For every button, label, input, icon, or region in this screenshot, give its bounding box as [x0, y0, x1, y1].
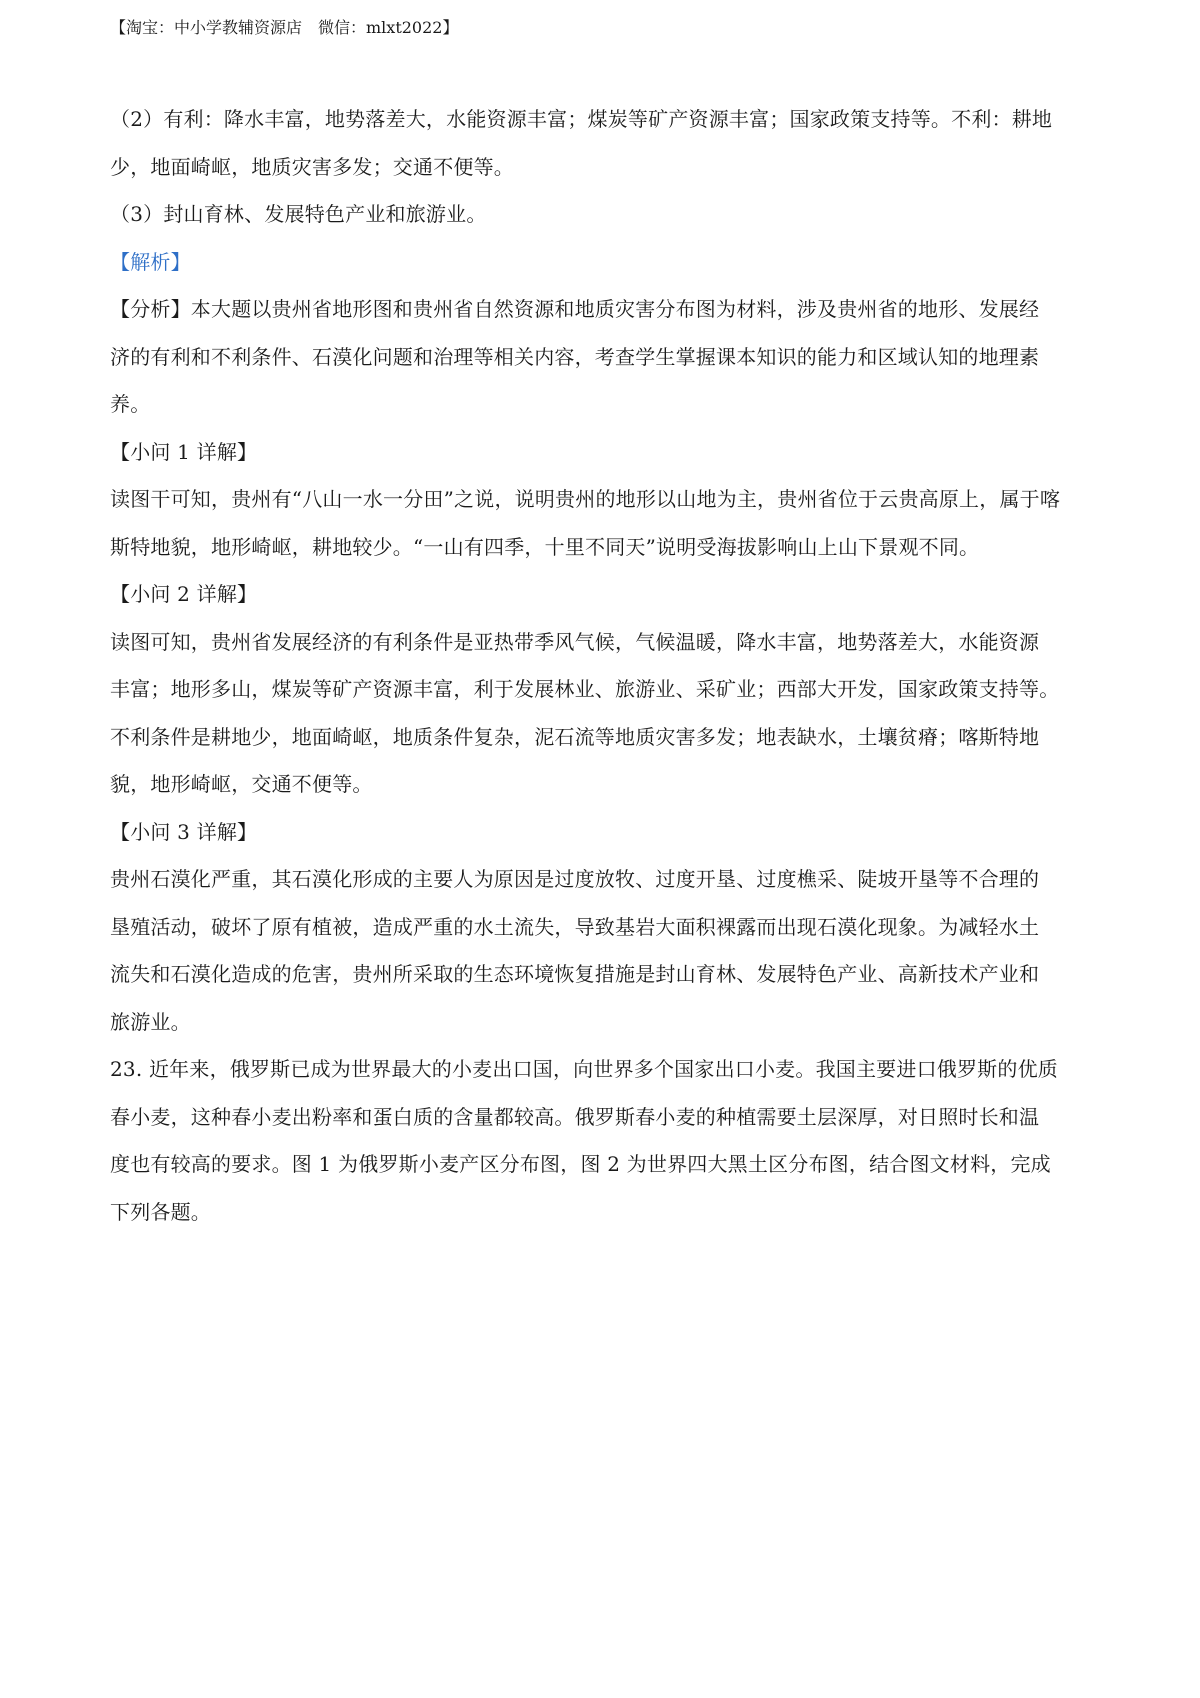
- analysis-heading: 【解析】: [110, 249, 191, 274]
- subquestion-3-line: 贵州石漠化严重，其石漠化形成的主要人为原因是过度放牧、过度开垦、过度樵采、陡坡开垦等不合理的: [110, 867, 1040, 891]
- analysis-overview-line: 养。: [110, 392, 151, 416]
- question-23-line: 23. 近年来，俄罗斯已成为世界最大的小麦出口国，向世界多个国家出口小麦。我国主要进口俄罗斯的优质: [110, 1057, 1058, 1081]
- subquestion-1-line: 读图干可知，贵州有“八山一水一分田”之说，说明贵州的地形以山地为主，贵州省位于云贵高原上，属于喀: [110, 487, 1061, 511]
- subquestion-1-heading: 【小问 1 详解】: [110, 439, 258, 464]
- document-body: [110, 96, 1100, 1236]
- answer-q2-line: 少，地面崎岖，地质灾害多发；交通不便等。: [110, 154, 514, 179]
- question-23-line: 春小麦，这种春小麦出粉率和蛋白质的含量都较高。俄罗斯春小麦的种植需要土层深厚，对日照时长和温: [110, 1104, 1040, 1129]
- subquestion-2-line: 丰富；地形多山，煤炭等矿产资源丰富，利于发展林业、旅游业、采矿业；西部大开发，国家政策支持等。: [110, 677, 1060, 701]
- answer-q3-line: （3）封山育林、发展特色产业和旅游业。: [110, 202, 487, 226]
- subquestion-2-line: 不利条件是耕地少，地面崎岖，地质条件复杂，泥石流等地质灾害多发；地表缺水，土壤贫瘠；喀斯特地: [110, 724, 1040, 749]
- answer-q2-line: （2）有利：降水丰富，地势落差大，水能资源丰富；煤炭等矿产资源丰富；国家政策支持等。不利：耕地: [110, 107, 1053, 131]
- question-23-line: 度也有较高的要求。图 1 为俄罗斯小麦产区分布图，图 2 为世界四大黑土区分布图，结合图文材料，完成: [110, 1152, 1051, 1176]
- subquestion-2-line: 貌，地形崎岖，交通不便等。: [110, 772, 373, 796]
- question-23-line: 下列各题。: [110, 1199, 211, 1224]
- analysis-overview-line: 济的有利和不利条件、石漠化问题和治理等相关内容，考查学生掌握课本知识的能力和区域认知的地理素: [110, 344, 1040, 369]
- header-note: 【淘宝：中小学教辅资源店 微信：mlxt2022】: [110, 18, 459, 37]
- subquestion-3-line: 垦殖活动，破坏了原有植被，造成严重的水土流失，导致基岩大面积裸露而出现石漠化现象。为减轻水土: [110, 914, 1040, 939]
- subquestion-2-heading: 【小问 2 详解】: [110, 582, 258, 606]
- subquestion-3-line: 流失和石漠化造成的危害，贵州所采取的生态环境恢复措施是封山育林、发展特色产业、高新技术产业和: [110, 962, 1040, 986]
- subquestion-2-line: 读图可知，贵州省发展经济的有利条件是亚热带季风气候，气候温暖，降水丰富，地势落差大，水能资源: [110, 629, 1040, 654]
- subquestion-1-line: 斯特地貌，地形崎岖，耕地较少。“一山有四季，十里不同天”说明受海拔影响山上山下景观不同。: [110, 534, 980, 559]
- subquestion-3-heading: 【小问 3 详解】: [110, 819, 258, 844]
- subquestion-3-line: 旅游业。: [110, 1009, 191, 1034]
- analysis-overview-line: 【分析】本大题以贵州省地形图和贵州省自然资源和地质灾害分布图为材料，涉及贵州省的地形、发展经: [110, 297, 1040, 321]
